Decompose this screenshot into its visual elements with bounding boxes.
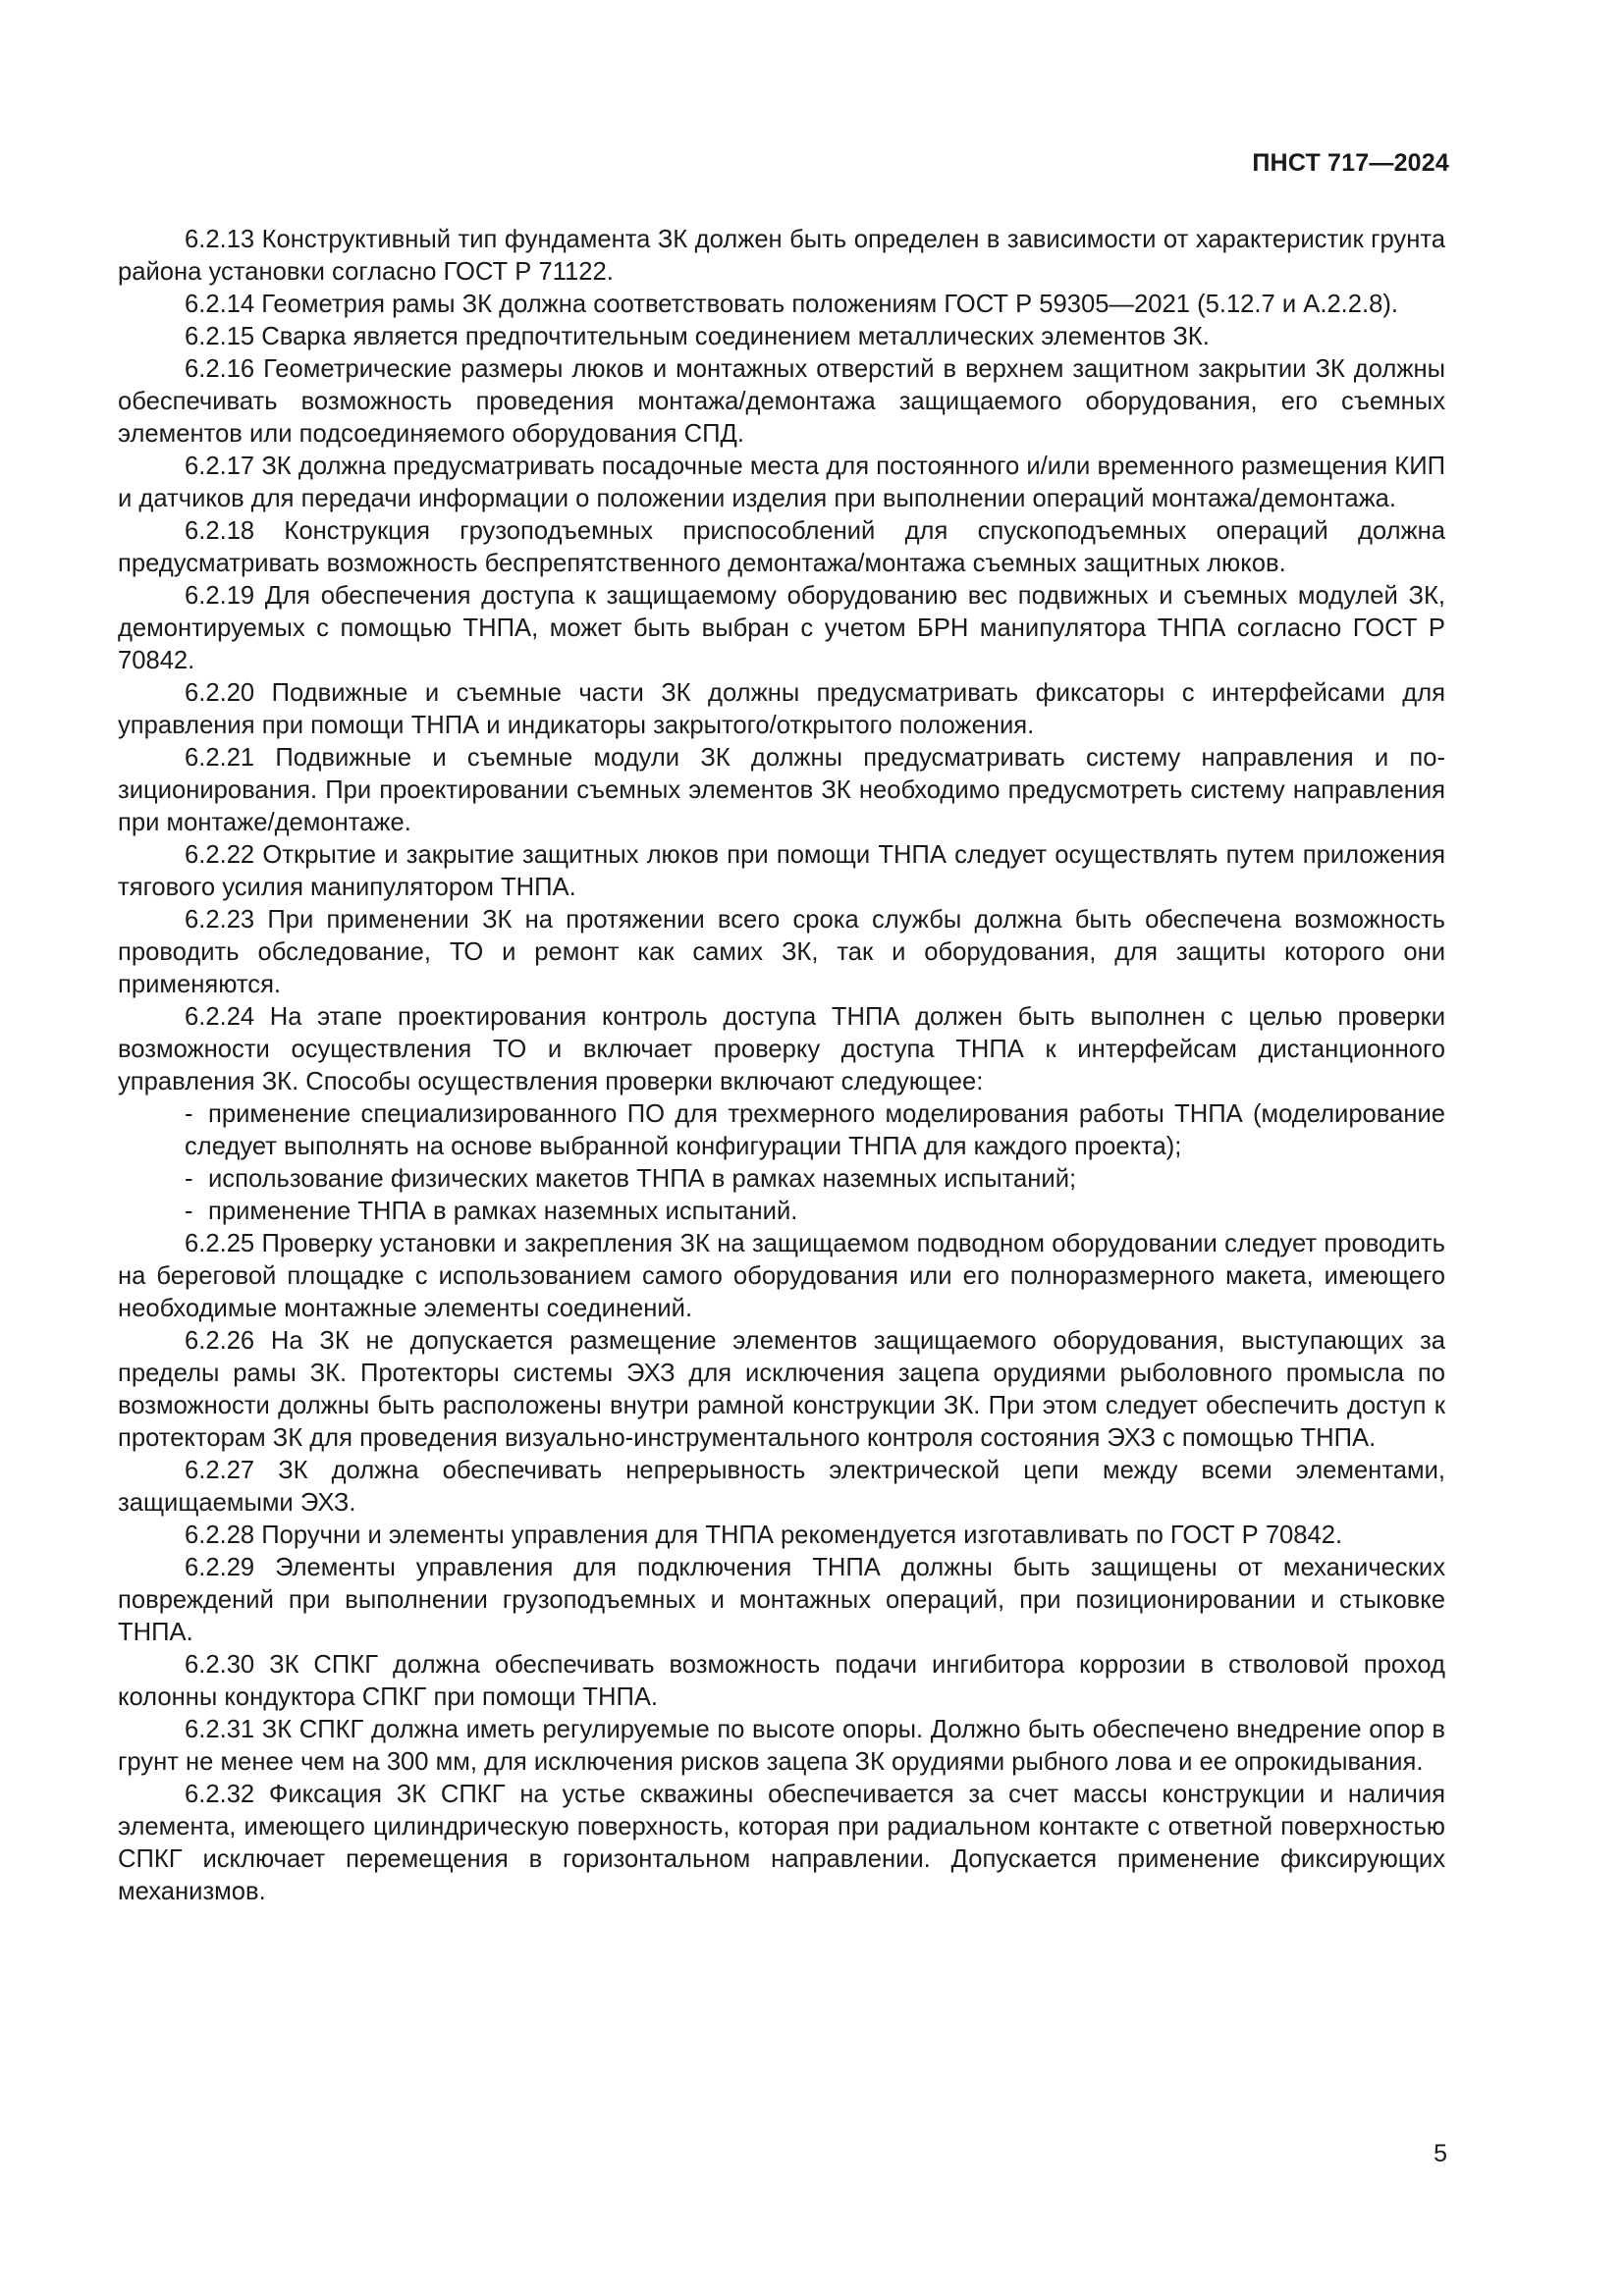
paragraph-6-2-15: 6.2.15 Сварка является предпочтительным соединением металлических элементов ЗК. [185,323,1210,350]
paragraph-6-2-20: 6.2.20 Подвижные и съемные части ЗК должны предусматривать фиксаторы с интерфейсами для управления при помощи ТНПА и индикаторы закрытого/открытого положения. [118,679,1445,739]
paragraph-6-2-25: 6.2.25 Проверку установки и закрепления ЗК на защищаемом подводном оборудовании следует проводить на береговой площадке с использованием самого оборудования или его полноразмерного макета, имеющего необходимые монтажные элементы соединений. [118,1230,1445,1322]
list-item [118,1098,1445,1163]
paragraph-6-2-21: 6.2.21 Подвижные и съемные модули ЗК должны предусматривать систему направления и позиционирования. При проектировании съемных элементов ЗК необходимо предусмотреть систему направления при монтаже/демонтаже. [118,744,1445,836]
paragraph-6-2-13: 6.2.13 Конструктивный тип фундамента ЗК должен быть определен в зависимости от характеристик грунта района установки согласно ГОСТ Р 71122. [118,226,1445,286]
document-designation: ПНСТ 717—2024 [1252,149,1449,177]
paragraph-6-2-14: 6.2.14 Геометрия рамы ЗК должна соответствовать положениям ГОСТ Р 59305—2021 (5.12.7 и А.2.2.8). [185,291,1399,318]
list-dash: - [185,1165,193,1193]
page-number: 5 [1434,2140,1447,2167]
paragraph-6-2-32: 6.2.32 Фиксация ЗК СПКГ на устье скважины обеспечивается за счет массы конструкции и наличия элемента, имеющего цилиндрическую поверхность, которая при радиальном контакте с ответной поверхностью СПКГ исключает перемещения в горизонтальном направлении. Допускается применение фиксирующих механизмов. [118,1781,1445,1905]
list-dash: - [185,1198,193,1225]
paragraph-6-2-23: 6.2.23 При применении ЗК на протяжении всего срока службы должна быть обеспечена возможность проводить обследование, ТО и ремонт как самих ЗК, так и оборудования, для защиты которого они применяются. [118,906,1445,998]
paragraph-6-2-24: 6.2.24 На этапе проектирования контроль доступа ТНПА должен быть выполнен с целью проверки возможности осуществления ТО и включает проверку доступа ТНПА к интерфейсам дистанционного управления ЗК. Способы осуществления проверки включают следующее: [118,1003,1445,1095]
paragraph-6-2-17: 6.2.17 ЗК должна предусматривать посадочные места для постоянного и/или временного размещения КИП и датчиков для передачи информации о положении изделия при выполнении операций монтажа/демонтажа. [118,453,1445,512]
paragraph-6-2-29: 6.2.29 Элементы управления для подключения ТНПА должны быть защищены от механических повреждений при выполнении грузоподъемных и монтажных операций, при позиционировании и стыковке ТНПА. [118,1554,1445,1646]
paragraph-6-2-18: 6.2.18 Конструкция грузоподъемных приспособлений для спускоподъемных операций должна предусматривать возможность беспрепятственного демонтажа/монтажа съемных защитных люков. [118,517,1445,577]
list-item-text: использование физических макетов ТНПА в рамках наземных испытаний; [208,1165,1077,1193]
paragraph-6-2-19: 6.2.19 Для обеспечения доступа к защищаемому оборудованию вес подвижных и съемных модулей ЗК, демонтируемых с помощью ТНПА, может быть выбран с учетом БРН манипулятора ТНПА согласно ГОСТ Р 70842. [118,582,1445,674]
paragraph-6-2-31: 6.2.31 ЗК СПКГ должна иметь регулируемые по высоте опоры. Должно быть обеспечено внедрение опор в грунт не менее чем на 300 мм, для исключения рисков зацепа ЗК орудиями рыбного лова и ее опрокидывания. [118,1716,1445,1776]
paragraph-6-2-22: 6.2.22 Открытие и закрытие защитных люков при помощи ТНПА следует осуществлять путем приложения тягового усилия манипулятором ТНПА. [118,841,1445,901]
paragraph-6-2-28: 6.2.28 Поручни и элементы управления для ТНПА рекомендуется изготавливать по ГОСТ Р 70842. [185,1522,1343,1549]
list-dash: - [185,1100,193,1128]
document-body [118,224,1445,1908]
list-item-text: применение ТНПА в рамках наземных испытаний. [208,1198,798,1225]
paragraph-6-2-30: 6.2.30 ЗК СПКГ должна обеспечивать возможность подачи ингибитора коррозии в стволовой проход колонны кондуктора СПКГ при помощи ТНПА. [118,1651,1445,1711]
paragraph-6-2-16: 6.2.16 Геометрические размеры люков и монтажных отверстий в верхнем защитном закрытии ЗК должны обеспечивать возможность проведения монтажа/демонтажа защищаемого оборудования, его съемных элементов или подсоединяемого оборудования СПД. [118,355,1445,448]
list-item-text: применение специализированного ПО для трехмерного моделирования работы ТНПА (моделирование следует выполнять на основе выбранной конфигурации ТНПА для каждого проекта); [185,1100,1445,1160]
list-item [118,1163,1445,1196]
paragraph-6-2-27: 6.2.27 ЗК должна обеспечивать непрерывность электрической цепи между всеми элементами, защищаемыми ЭХЗ. [118,1457,1445,1517]
list-item [118,1196,1445,1228]
paragraph-6-2-26: 6.2.26 На ЗК не допускается размещение элементов защищаемого оборудования, выступающих за пределы рамы ЗК. Протекторы системы ЭХЗ для исключения зацепа орудиями рыболовного промысла по возможности должны быть расположены внутри рамной конструкции ЗК. При этом следует обеспечить доступ к протекторам ЗК для проведения визуально-инструментального контроля состояния ЭХЗ с помощью ТНПА. [118,1327,1445,1452]
